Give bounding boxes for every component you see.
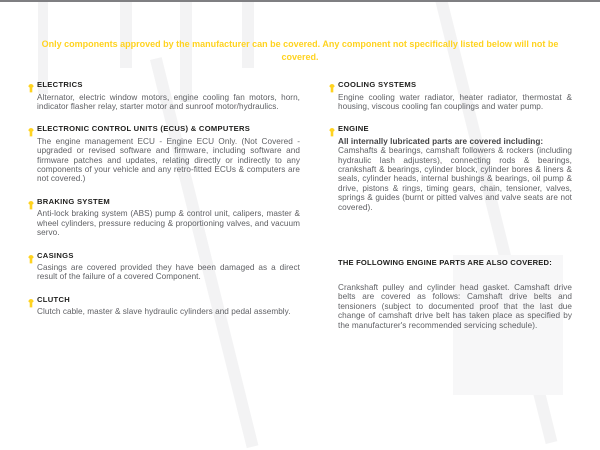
section-clutch (28, 295, 300, 317)
wrench-icon (328, 124, 336, 133)
section-heading: THE FOLLOWING ENGINE PARTS ARE ALSO COVERED: (338, 258, 552, 268)
section-body: The engine management ECU - Engine ECU Only. (Not Covered - upgraded or revised software and firmware, including software and firmware patches and updates, relating directly or indirectly to any components of your vehicle and any retro-fitted ECUs & computers are not covered.) (37, 136, 300, 184)
section-body: Casings are covered provided they have been damaged as a direct result of the failure of a covered Component. (37, 263, 300, 282)
section-electrics (28, 80, 300, 111)
section-intro: All internally lubricated parts are covered including: (338, 136, 544, 146)
section-braking-system (28, 197, 300, 238)
section-body: Engine cooling water radiator, heater radiator, thermostat & housing, viscous cooling fan couplings and water pump. (338, 92, 572, 111)
coverage-notice: Only components approved by the manufacturer can be covered. Any component not specifically listed below will not be covered. (41, 39, 559, 62)
section-cooling-systems (329, 80, 572, 111)
section-body: Camshafts & bearings, camshaft followers & rockers (including hydraulic lash adjusters), connecting rods & bearings, crankshaft & bearings, cylinder block, cylinder bores & liners & seals, cylinder heads, internal bushings & bearings, oil pump & drive, pistons & rings, timing gears, chain, tensioner, valves, springs & guides (burnt or pitted valves and valve seats are not covered). (338, 146, 572, 212)
section-heading: ELECTRONIC CONTROL UNITS (ECUS) & COMPUTERS (37, 124, 251, 134)
wrench-icon (27, 251, 35, 260)
section-body: Anti-lock braking system (ABS) pump & control unit, calipers, master & wheel cylinders, pressure reducing & proportioning valves, and vacuum servo. (37, 209, 300, 238)
section-engine-parts-also-covered (329, 258, 572, 330)
left-column (28, 80, 300, 343)
section-heading: COOLING SYSTEMS (338, 80, 417, 89)
wrench-icon (27, 197, 35, 206)
wrench-icon (27, 80, 35, 89)
section-heading: ENGINE (338, 124, 369, 134)
right-column (329, 80, 572, 343)
section-body: Clutch cable, master & slave hydraulic cylinders and pedal assembly. (37, 307, 291, 317)
section-body: Crankshaft pulley and cylinder head gasket. Camshaft drive belts are covered as follows: Camshaft drive belts and tensioners (subject to documented proof that the last due change of camshaft drive belt has taken place as specified by the manufacturer's recommended servicing schedule). (338, 283, 572, 330)
section-heading: CLUTCH (37, 294, 71, 304)
page-top-edge (0, 0, 600, 2)
wrench-icon (328, 80, 336, 89)
wrench-icon (27, 295, 35, 304)
section-heading: BRAKING SYSTEM (37, 196, 110, 206)
section-ecus-computers (28, 124, 300, 184)
section-engine (329, 124, 572, 212)
columns (28, 80, 572, 343)
section-casings (28, 251, 300, 282)
section-heading: CASINGS (37, 250, 74, 260)
section-body: Alternator, electric window motors, engine cooling fan motors, horn, indicator flasher relay, starter motor and sunroof motor/hydraulics. (37, 92, 300, 111)
section-heading: ELECTRICS (37, 80, 83, 89)
wrench-icon (27, 124, 35, 133)
